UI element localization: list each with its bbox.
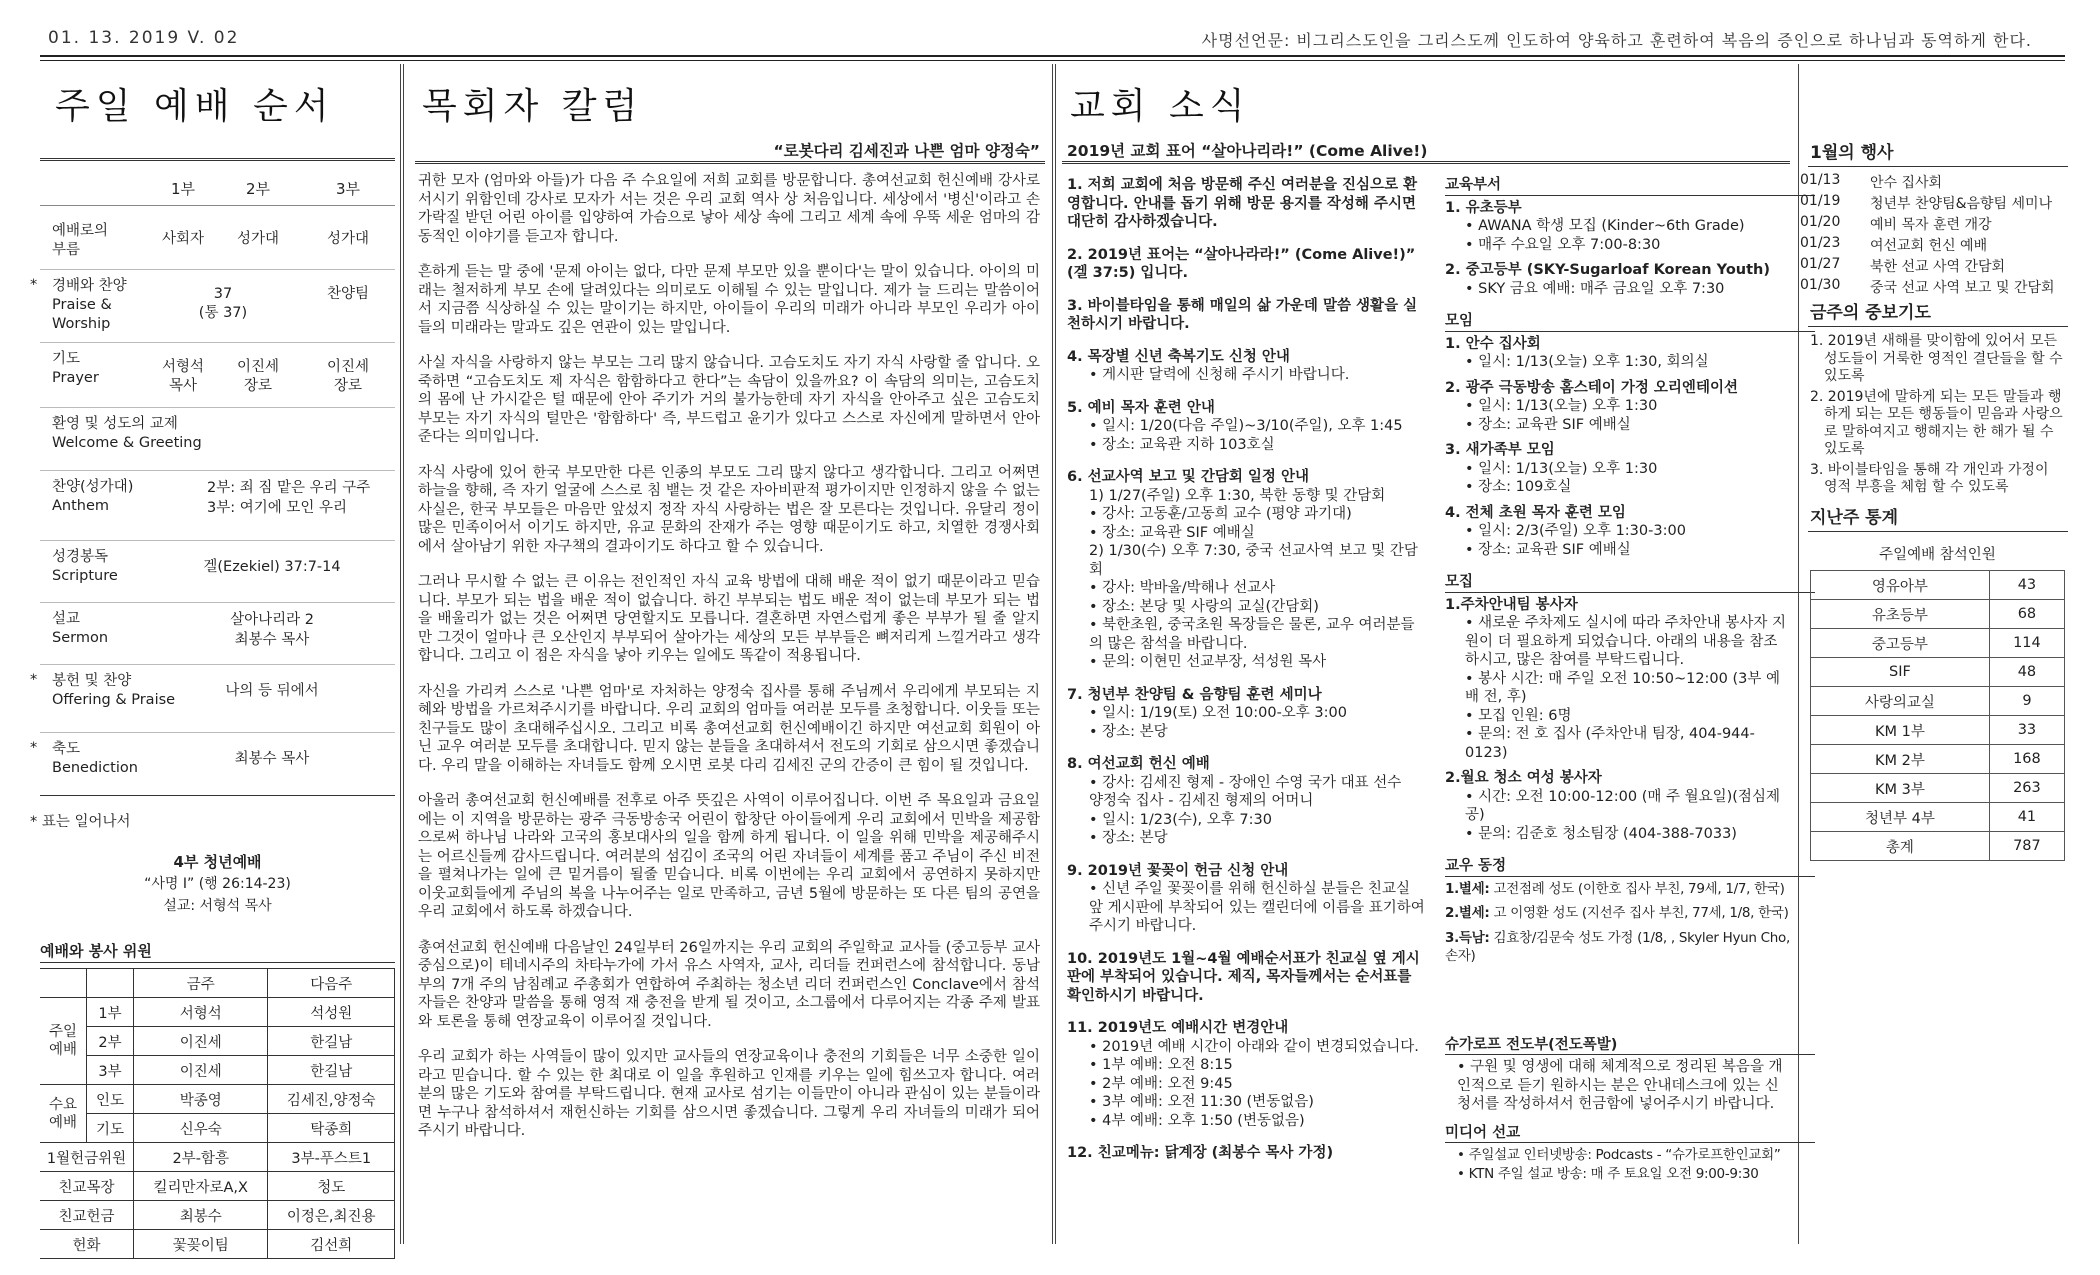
staff-head: 다음주 [268,969,395,998]
news-item-line: • 일시: 1/20(다음 주일)~3/10(주일), 오후 1:45 [1089,418,1403,434]
service-cell: 살아나리라 2 최봉수 목사 [230,612,314,648]
prayer-title: 금주의 중보기도 [1810,303,1931,323]
service-cell: 이진세 장로 [236,359,280,394]
header-bar [40,22,2070,52]
people-news-item [1445,880,1790,899]
event-date: 01/19 [1800,193,1841,209]
table-row [40,1230,395,1259]
stats-label: KM 3부 [1811,774,1990,803]
service-row-rule [40,602,395,603]
stats-value: 33 [1989,716,2064,745]
event-row [1800,172,2090,193]
column-title: 목회자 칼럼 [422,86,644,127]
service-label: 기도 Prayer [52,351,99,386]
dept-column [1445,176,1790,1183]
staff-cell: 2부-함흥 [134,1143,268,1172]
service-rule [40,158,395,161]
people-news-type: 3.득남: [1445,929,1490,946]
news-item-line: • 일시: 1/19(토) 오전 10:00-오후 3:00 [1089,705,1347,721]
staff-cell: 킬리만자로A,X [134,1172,268,1201]
news-item [1067,686,1427,742]
news-item [1067,468,1427,672]
dept-item-head: 1.주차안내팀 봉사자 [1445,596,1578,613]
service-cell: 최봉수 목사 [234,751,310,767]
staff-cell: 이정은,최진용 [268,1201,395,1230]
news-list [1067,176,1427,1177]
stats-title: 지난주 통계 [1810,508,1899,528]
news-item [1067,755,1427,848]
news-item-head: 6. 선교사역 보고 및 간담회 일정 안내 [1067,469,1309,485]
news-item-line: • 장소: 본당 [1089,830,1168,846]
news-item-line: • 장소: 교육관 SIF 예배실 [1089,524,1255,541]
dept-section-title: 모임 [1445,312,1815,332]
stats-head: 주일예배 참석인원 [1879,547,1996,563]
column-paragraph: 흔하게 듣는 말 중에 '문제 아이는 없다, 다만 문제 부모만 있을 뿐이다'는 말이 있습니다. 아이의 미래는 철저하게 부모 손에 달려있다는 의미로도 이해될 수 있는 말입니다. 제가 늘 드리는 말씀이어서 지금쯤 식상하실 수 있는 말이기는 하지만, 아이들이 우리의 미래가 아니라 부모인 우리가 아이들의 미래라는 말과도 깊은 연관이 있는 말입니다. [418,264,1040,336]
table-row [1811,716,2065,745]
service-cell: 사회자 [161,231,205,247]
stats-label: 사랑의교실 [1811,687,1990,716]
staff-cell: 3부 [87,1056,134,1085]
table-row [1811,803,2065,832]
news-item-line: • 장소: 교육관 지하 103호실 [1089,436,1275,453]
stats-label: 영유아부 [1811,571,1990,600]
stand-star: * [30,277,38,293]
news-item-line: • 강사: 고동훈/고동희 교수 (평양 과기대) [1089,506,1352,522]
service-cell: 이진세 장로 [326,359,370,394]
service-cell: 37 (통 37) [198,286,248,321]
news-item-head: 3. 바이블타임을 통해 매일의 삶 가운데 말씀 생활을 실천하시기 바랍니다. [1067,297,1418,332]
column-subtitle: “로봇다리 김세진과 나쁜 엄마 양정숙” [773,142,1040,160]
people-news-item [1445,929,1790,966]
header-rule [40,55,2065,57]
news-item [1067,399,1427,455]
stats-value: 68 [1989,600,2064,629]
service-label: 찬양(성가대) Anthem [52,479,134,514]
people-news-text: 김효창/김문숙 성도 가정 (1/8, , Skyler Hyun Cho, 손자) [1445,929,1790,964]
dept-item [1445,504,1790,560]
staff-cell: 한길남 [268,1027,395,1056]
dept-item [1445,199,1790,255]
stand-note: * 표는 일어나서 [30,814,131,830]
news-item [1067,950,1427,1006]
dept-item-line: • 일시: 2/3(주일) 오후 1:30-3:00 [1465,523,1686,539]
news-item-head: 12. 친교메뉴: 닭계장 (최봉수 목사 가정) [1067,1145,1334,1161]
table-row [40,1114,395,1143]
events-list [1800,172,2090,298]
staff-rule [40,962,395,963]
staff-group: 주일 예배 [40,998,87,1085]
event-row [1800,214,2090,235]
media-line: • 주일설교 인터넷방송: Podcasts - “슈가로프한인교회” [1457,1147,1781,1163]
prayer-item: 1. 2019년 새해를 맞이함에 있어서 모든 성도들이 거룩한 영적인 결단들을 할 수 있도록 [1810,333,2063,384]
news-item-line: • 장소: 본당 및 사랑의 교실(간담회) [1089,598,1319,615]
news-item-head: 2. 2019년 표어는 “살아나라라!” (Come Alive!)” (겔 37:5) 입니다. [1067,246,1416,281]
table-row [40,1201,395,1230]
news-rule [1062,161,1790,164]
events-rule [1808,166,2068,167]
dept-section-title: 교우 동정 [1445,857,1815,877]
service-label: 예배로의 부름 [52,223,109,258]
staff-cell: 1월헌금위원 [40,1143,134,1172]
table-row [1811,774,2065,803]
staff-cell: 한길남 [268,1056,395,1085]
staff-cell: 김선희 [268,1230,395,1259]
staff-cell: 이진세 [134,1056,268,1085]
column-paragraph: 총여선교회 헌신예배 다음날인 24일부터 26일까지는 우리 교회의 주일학교 교사들 (중고등부 교사 중심으로)이 테네시주의 차타누가에 가서 유스 사역자, 교사, 리더들 컨퍼런스에 참석합니다. 동남부의 7개 주의 남침례교 주총회가 연합하여 주최하는 청소년 리더 컨퍼런스인 Conclave에서 참석자들은 찬양과 말씀을 통해 영적 재 충전을 받게 될 것이고, 소그룹에서 다루어지는 각종 주제 발표와 토론을 통해 연장교육이 이루어질 것입니다. [418,939,1040,1030]
service-row-rule [40,732,395,733]
column-paragraph: 우리 교회가 하는 사역들이 많이 있지만 교사들의 연장교육이나 충전의 기회들은 너무 소중한 일이라고 믿습니다. 할 수 있는 한 최대로 이 일을 후원하고 인재를 키우는 일에 힘쓰고자 합니다. 여러분의 많은 기도와 참여를 부탁드립니다. 현재 교사로 섬기는 이들만이 아니라 관심이 있는 분들이라면 누구나 참석하셔서 재헌신하는 기회를 삼으시면 좋겠습니다. 그렇게 우리 자녀들의 미래가 되어 주시기 바랍니다. [418,1049,1040,1139]
dept-item [1445,596,1790,763]
dept-section-title: 슈가로프 전도부(전도폭발) [1445,1036,1815,1056]
column-divider [1052,64,1056,1244]
event-date: 01/23 [1800,235,1841,251]
service-row-rule [40,540,395,541]
event-row [1800,256,2090,277]
people-news-type: 1.별세: [1445,880,1490,897]
news-item-line: • 문의: 이현민 선교부장, 석성원 목사 [1089,654,1327,670]
service-cell: 찬양팀 [326,286,370,302]
column-paragraph: 귀한 모자 (엄마와 아들)가 다음 주 수요일에 저희 교회를 방문합니다. 총여선교회 헌신예배 강사로 서시기 위함인데 강사로 모자가 서는 것은 우리 교회 역사 상 처음입니다. 세상에서 '병신'이라고 손가락질 받던 어린 아이를 입양하여 가슴으로 낳아 세상 속에 그리고 세계 속에 우뚝 세운 엄마의 감동적인 이야기를 듣고자 합니다. [418,173,1040,245]
stats-label: SIF [1811,658,1990,687]
dept-item-line: • SKY 금요 예배: 매주 금요일 오후 7:30 [1465,280,1725,297]
stats-label: 중고등부 [1811,629,1990,658]
dept-item-line: • 문의: 김준호 청소팀장 (404-388-7033) [1465,825,1737,842]
dept-item-head: 1. 유초등부 [1445,199,1522,216]
youth-preacher: 설교: 서형석 목사 [163,898,272,914]
news-item-line: • 4부 예배: 오후 1:50 (변동없음) [1089,1112,1305,1129]
dept-item [1445,261,1790,298]
stats-value: 9 [1989,687,2064,716]
stand-star: * [30,740,38,756]
people-news-text: 고전점례 성도 (이한호 집사 부친, 79세, 1/7, 한국) [1489,880,1785,897]
news-item-head: 10. 2019년도 1월~4월 예배순서표가 친교실 옆 게시판에 부착되어 있습니다. 제직, 목자들께서는 순서표를 확인하시기 바랍니다. [1067,950,1420,1004]
dept-item-head: 4. 전체 초원 목자 훈련 모임 [1445,504,1626,521]
staff-cell: 헌화 [40,1230,134,1259]
staff-cell: 친교목장 [40,1172,134,1201]
service-label: 축도 Benediction [52,741,138,776]
news-item-head: 1. 저희 교회에 처음 방문해 주신 여러분을 진심으로 환영합니다. 안내를 돕기 위해 방문 용지를 작성해 주시면 대단히 감사하겠습니다. [1067,177,1418,230]
dept-section-title: 미디어 선교 [1445,1124,1815,1144]
service-cell: 나의 등 뒤에서 [225,683,319,699]
dept-item-head: 1. 안수 집사회 [1445,335,1541,352]
news-item [1067,348,1427,385]
prayer-list [1810,333,2065,500]
prayer-item: 3. 바이블타임을 통해 각 개인과 가정이 영적 부흥을 체험 할 수 있도록 [1810,461,2049,495]
service-col-header: 3부 [335,180,361,198]
news-item [1067,862,1427,936]
news-item-line: • 3부 예배: 오전 11:30 (변동없음) [1089,1094,1314,1110]
dept-section [1445,312,1790,559]
table-row [1811,658,2065,687]
news-title: 교회 소식 [1070,86,1251,127]
event-row [1800,235,2090,256]
date-version: 01. 13. 2019 V. 02 [48,28,240,48]
service-cell: 성가대 [236,231,280,247]
staff-cell: 탁종희 [268,1114,395,1143]
stats-table [1810,570,2065,861]
stats-value: 787 [1989,832,2064,861]
news-motto: 2019년 교회 표어 “살아나리라!” (Come Alive!) [1067,142,1428,160]
dept-item-line: • 일시: 1/13(오늘) 오후 1:30 [1465,460,1658,477]
stats-label: KM 2부 [1811,745,1990,774]
service-row [52,548,392,603]
service-row [52,478,392,533]
dept-section [1445,1124,1790,1184]
youth-service-title: 4부 청년예배 [173,853,262,871]
service-row [52,415,392,470]
dept-item-line: • 모집 인원: 6명 [1465,707,1572,724]
service-cell: 성가대 [326,231,370,247]
event-row [1800,277,2090,298]
column-divider [400,64,404,1244]
staff-table [40,968,395,1259]
prayer-item: 2. 2019년에 말하게 되는 모든 말들과 행하게 되는 모든 행동들이 믿음과 사랑으로 말하여지고 행해지는 한 해가 될 수 있도록 [1810,388,2063,457]
news-item [1067,1019,1427,1130]
event-date: 01/27 [1800,256,1841,272]
news-item-line: • 장소: 본당 [1089,723,1168,740]
service-cell: 2부: 죄 짐 맡은 우리 구주 3부: 여기에 모인 우리 [207,480,371,516]
news-item-line: • 북한초원, 중국초원 목장들은 물론, 교우 여러분들의 많은 참석을 바랍니다. [1089,617,1415,652]
media-line: • KTN 주일 설교 방송: 매 주 토요일 오전 9:00-9:30 [1457,1165,1759,1182]
service-title: 주일 예배 순서 [55,86,335,127]
news-item [1067,297,1427,334]
column-paragraph: 그러나 무시할 수 없는 큰 이유는 전인적인 자식 교육 방법에 대해 배운 적이 없기 때문이라고 믿습니다. 부모가 되는 법을 배운 적이 없습니다. 하긴 부부되는 법도 배운 적이 없는데 부모가 되는 법을 배울리가 없는 것은 어쩌면 당연할지도 모릅니다. 결혼하면 자연스럽게 좋은 부부가 될 줄 알지만 그것이 얼마나 큰 오산인지 부부되어 살아가는 세상의 모든 부부들은 뼈저리게 느낄거라고 생각합니다. 그리고 이 점은 자식을 낳아 키우는 일에도 똑같이 적용됩니다. [418,574,1040,664]
service-col-header: 2부 [245,180,271,198]
dept-section [1445,573,1790,843]
staff-cell: 2부 [87,1027,134,1056]
event-text: 안수 집사회 [1870,175,1943,191]
service-row [30,740,392,795]
stats-value: 48 [1989,658,2064,687]
staff-cell: 1부 [87,998,134,1027]
dept-item-line: • 문의: 전 호 집사 (주차안내 팀장, 404-944-0123) [1465,726,1755,761]
dept-section [1445,176,1790,298]
service-row [52,610,392,665]
table-row [1811,832,2065,861]
table-row [1811,687,2065,716]
staff-title: 예배와 봉사 위원 [40,942,152,960]
service-row-rule [40,342,395,343]
news-item-line: • 2019년 예배 시간이 아래와 같이 변경되었습니다. [1089,1038,1419,1055]
header-rule-thin [40,60,2065,61]
news-item-head: 4. 목장별 신년 축복기도 신청 안내 [1067,348,1290,365]
dept-section [1445,857,1790,966]
stats-rule [1808,531,2068,532]
column-rule [415,161,1045,164]
column-paragraph: 사실 자식을 사랑하지 않는 부모는 그리 많지 않습니다. 고슴도치도 자기 자식 사랑할 줄 압니다. 오죽하면 “고슴도치도 제 자식은 함함하다고 한다”는 속담이 있을까요? 이 속담의 의미는, 고슴도치의 몸에 난 가시같은 털 때문에 안아 주기가 거의 불가능한데 자기 자식을 안아주고 싶은 고슴도치 부모는 자기 자식의 털만은 '함함하다' 즉, 부드럽고 윤기가 있다고 스스로 자신에게 말하면서 안아 준다는 의미입니다. [418,355,1040,445]
event-text: 청년부 찬양팀&음향팀 세미나 [1870,196,2053,212]
column-body [418,172,1040,1158]
staff-cell: 친교헌금 [40,1201,134,1230]
event-text: 북한 선교 사역 간담회 [1870,259,2006,275]
dept-section [1445,1036,1790,1114]
dept-section-title: 모집 [1445,573,1815,593]
table-row [40,998,395,1027]
prayer-rule [1808,326,2068,327]
news-item-line: • 게시판 달력에 신청해 주시기 바랍니다. [1089,367,1350,383]
table-row [1811,629,2065,658]
service-label: 봉헌 및 찬양 Offering & Praise [52,673,176,708]
people-news-text: 고 이영환 성도 (지선주 집사 부친, 77세, 1/8, 한국) [1489,905,1789,921]
service-row-rule [40,269,395,270]
staff-cell: 최봉수 [134,1201,268,1230]
staff-cell: 꽃꽂이팀 [134,1230,268,1259]
service-cell: 겔(Ezekiel) 37:7-14 [203,559,341,575]
service-label: 설교 Sermon [52,611,109,646]
people-news-item [1445,904,1790,923]
service-cell: 서형석 목사 [161,359,205,394]
dept-item-line: • 장소: 109호실 [1465,479,1572,495]
news-item-head: 11. 2019년도 예배시간 변경안내 [1067,1020,1289,1036]
news-item-line: • 신년 주일 꽃꽂이를 위해 헌신하실 분들은 친교실 앞 게시판에 부착되어 있는 캘린더에 이름을 표기하여 주시기 바랍니다. [1089,881,1425,934]
staff-cell: 박종영 [134,1085,268,1114]
dept-item-head: 2.월요 청소 여성 봉사자 [1445,770,1602,786]
dept-item [1445,335,1790,372]
dept-section-title: 교육부서 [1445,176,1815,196]
stats-label: 유초등부 [1811,600,1990,629]
column-paragraph: 아울러 총여선교회 헌신예배를 전후로 아주 뜻깊은 사역이 이루어집니다. 이번 주 목요일과 금요일에는 이 지역을 방문하는 광주 극동방송국 어린이 합창단 아이들에게 우리 교회에서 민박을 제공함으로써 하나님 나라와 고국의 홍보대사의 일을 함께 하게 됩니다. 이 일을 위해 민박을 제공해주시는 어르신들께 감사드립니다. 여러분의 섬김이 조국의 어린 자녀들이 세계를 품고 주님이 주신 비전을 펼쳐나가는 일에 큰 밑거름이 될줄 믿습니다. 비록 이번에는 우리 교회에서 공연하지 못하지만 이웃교회들에게 주님의 복을 나누어주는 일로 만족하고, 금년 5월에 방문하는 또 다른 팀의 공연을 우리 교회에서 하도록 하겠습니다. [418,793,1040,920]
dept-item-line: • 장소: 교육관 SIF 예배실 [1465,416,1631,433]
news-item-head: 8. 여선교회 헌신 예배 [1067,756,1210,772]
event-date: 01/20 [1800,214,1841,230]
service-row-rule [40,407,395,408]
service-row-rule [40,664,395,665]
stats-value: 114 [1989,629,2064,658]
stats-value: 43 [1989,571,2064,600]
service-col-header: 1부 [170,180,196,198]
service-end-rule [40,795,395,796]
table-row [1811,600,2065,629]
staff-cell: 이진세 [134,1027,268,1056]
column-paragraph: 자식 사랑에 있어 한국 부모만한 다른 인종의 부모도 그리 많지 않다고 생각합니다. 그리고 어쩌면 하늘을 향해, 즉 자기 얼굴에 스스로 침 뱉는 것 같은 자아비판적 평가이지만 인정하지 않을 수 없는 사실은, 한국 부모들은 마음만 앞섰지 정작 자식 사랑하는 법은 잘 모른다는 것입니다. 유달리 정이 많은 민족이어서 이기도 하지만, 유교 문화의 잔재가 주는 영향 때문이기도 하고, 치열한 경쟁사회에서 살아남기 위한 자구책의 결과이기도 하다고 할 수 있습니다. [418,464,1040,555]
event-text: 예비 목자 훈련 개강 [1870,217,1992,233]
dept-item-head: 2. 광주 극동방송 홈스테이 가정 오리엔테이션 [1445,379,1738,396]
service-label: 경배와 찬양 Praise & Worship [52,278,127,332]
events-title: 1월의 행사 [1810,143,1894,163]
staff-group: 수요 예배 [40,1085,87,1143]
event-row [1800,193,2090,214]
column-divider [1798,64,1799,1244]
stand-star: * [30,672,38,688]
service-row [52,350,392,405]
service-row [30,277,392,332]
column-paragraph: 자신을 가리켜 스스로 '나쁜 엄마'로 자처하는 양정숙 집사를 통해 주님께서 우리에게 부모되는 지혜와 방법을 가르쳐주시기를 바랍니다. 우리 교회의 엄마들 여러분 모두를 초청합니다. 이웃들 또는 친구들도 많이 초대해주십시오. 그리고 비록 총여선교회 헌신예배이긴 하지만 여선교회 회원이 아닌 교우 여러분 모두를 초대합니다. 믿지 않는 분들을 초대하셔서 전도의 기회로 삼으시면 좋겠습니다. 우리 말을 이해하는 자녀들도 함께 오시면 로봇 다리 김세진 군의 간증이 큰 힘이 될 것입니다. [418,683,1040,774]
youth-sermon: “사명 I” (행 26:14-23) [144,876,291,892]
dept-item-line: • 일시: 1/13(오늘) 오후 1:30, 회의실 [1465,354,1709,370]
news-item-line: • 일시: 1/23(수), 오후 7:30 [1089,811,1272,828]
dept-item-line: • AWANA 학생 모집 (Kinder~6th Grade) [1465,218,1745,234]
news-item [1067,1144,1427,1163]
stats-label: 청년부 4부 [1811,803,1990,832]
dept-item-line: • 시간: 오전 10:00-12:00 (매 주 월요일)(점심제공) [1465,788,1780,823]
stats-value: 263 [1989,774,2064,803]
event-date: 01/30 [1800,277,1841,293]
table-row [1811,745,2065,774]
staff-cell: 인도 [87,1085,134,1114]
news-item-head: 7. 청년부 찬양팀 & 음향팀 훈련 세미나 [1067,686,1322,703]
staff-cell: 3부-푸스트1 [268,1143,395,1172]
service-row [30,672,392,727]
people-news-type: 2.별세: [1445,905,1490,921]
dept-item-head: 3. 새가족부 모임 [1445,442,1555,458]
stats-label: 총계 [1811,832,1990,861]
news-item [1067,246,1427,283]
event-text: 중국 선교 사역 보고 및 간담회 [1870,280,2055,296]
dept-item [1445,769,1790,843]
event-text: 여선교회 헌신 예배 [1870,238,1988,254]
service-row-rule [40,470,395,471]
event-date: 01/13 [1800,172,1841,188]
table-row [40,1056,395,1085]
stats-value: 41 [1989,803,2064,832]
table-row [1811,571,2065,600]
news-item-line: 양정숙 집사 - 김세진 형제의 어머니 [1089,793,1314,809]
staff-cell: 서형석 [134,998,268,1027]
stats-value: 168 [1989,745,2064,774]
dept-item [1445,379,1790,435]
dept-item-line: • 새로운 주차제도 실시에 따라 주차안내 봉사자 지원이 더 필요하게 되었습니다. 아래의 내용을 참조하시고, 많은 참여를 부탁드립니다. [1465,615,1786,668]
dept-item-head: 2. 중고등부 (SKY-Sugarloaf Korean Youth) [1445,262,1770,278]
service-label: 성경봉독 Scripture [52,549,118,584]
dept-item-line: • 봉사 시간: 매 주일 오전 10:50~12:00 (3부 예배 전, 후) [1465,670,1780,705]
dept-item-line: • 매주 수요일 오후 7:00-8:30 [1465,236,1661,253]
news-item-line: • 2부 예배: 오전 9:45 [1089,1075,1233,1092]
news-item-head: 5. 예비 목자 훈련 안내 [1067,399,1215,416]
table-row [40,1027,395,1056]
staff-head: 금주 [134,969,268,998]
staff-cell: 신우숙 [134,1114,268,1143]
news-item-head: 9. 2019년 꽃꽂이 헌금 신청 안내 [1067,862,1289,879]
staff-cell: 김세진,양정숙 [268,1085,395,1114]
table-row [40,1143,395,1172]
news-item-line: 1) 1/27(주일) 오후 1:30, 북한 동향 및 간담회 [1089,487,1386,504]
news-item [1067,176,1427,232]
news-item-line: • 강사: 박바울/박해나 선교사 [1089,580,1276,596]
table-row [40,1085,395,1114]
dept-item-line: • 일시: 1/13(오늘) 오후 1:30 [1465,398,1658,414]
news-item-line: • 1부 예배: 오전 8:15 [1089,1057,1233,1073]
dept-item [1445,441,1790,497]
staff-cell: 청도 [268,1172,395,1201]
staff-cell: 기도 [87,1114,134,1143]
dept-item-line: • 장소: 교육관 SIF 예배실 [1465,541,1631,558]
table-row [40,1172,395,1201]
sugar-line: • 구원 및 영생에 대해 체계적으로 정리된 복음을 개인적으로 듣기 원하시는 분은 안내데스크에 있는 신청서를 작성하셔서 헌금함에 넣어주시기 바랍니다. [1457,1059,1783,1112]
news-item-line: • 강사: 김세진 형제 - 장애인 수영 국가 대표 선수 [1089,774,1402,791]
stats-label: KM 1부 [1811,716,1990,745]
mission-statement: 사명선언문: 비그리스도인을 그리스도께 인도하여 양육하고 훈련하여 복음의 증인으로 하나님과 동역하게 한다. [1201,31,2032,50]
news-item-line: 2) 1/30(수) 오후 7:30, 중국 선교사역 보고 및 간담회 [1089,543,1418,578]
staff-cell: 석성원 [268,998,395,1027]
service-head-rule [40,205,395,206]
service-label: 환영 및 성도의 교제 Welcome & Greeting [52,416,202,451]
